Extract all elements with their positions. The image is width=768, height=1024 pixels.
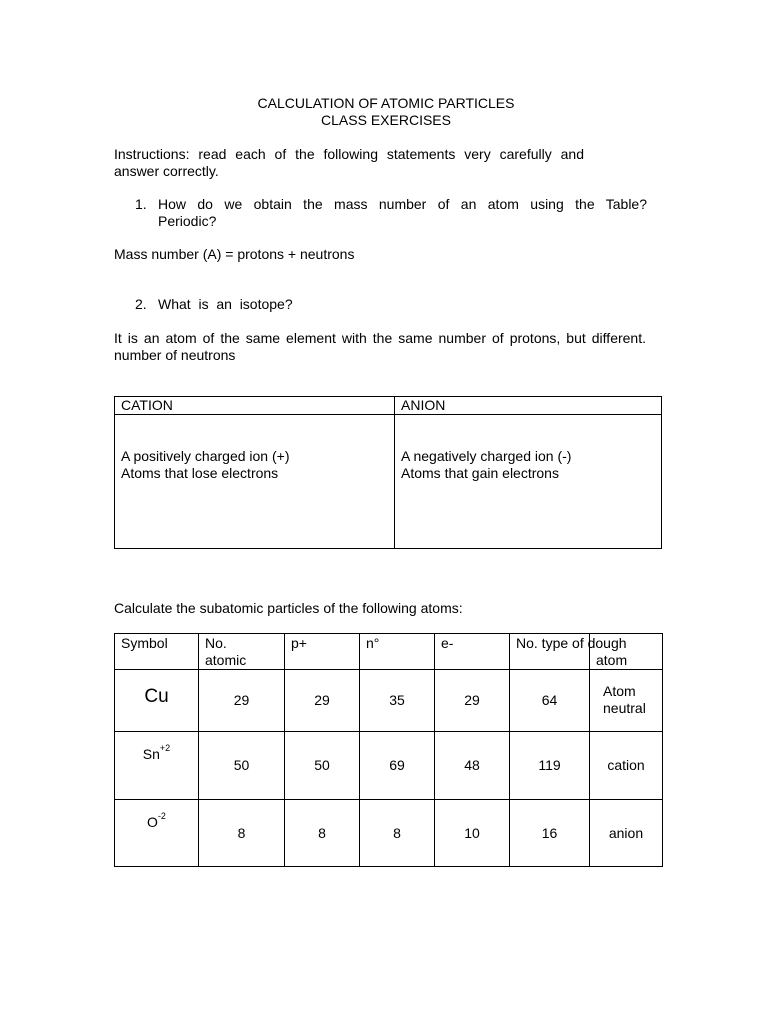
table-row: [115, 670, 663, 732]
mass-number-cell: 16: [510, 800, 590, 867]
protons-cell: 29: [285, 670, 360, 732]
protons-cell: 50: [285, 732, 360, 800]
type-line-1: Atom: [603, 683, 636, 699]
type-line-2: neutral: [603, 700, 646, 716]
calculation-prompt: Calculate the subatomic particles of the following atoms:: [114, 600, 463, 616]
answer-1: Mass number (A) = protons + neutrons: [114, 246, 355, 262]
particle-table: [114, 633, 663, 867]
element-symbol: Cu: [144, 686, 169, 707]
anion-header: ANION: [395, 397, 662, 415]
element-symbol: Sn: [142, 746, 160, 762]
electrons-cell: 29: [435, 670, 510, 732]
mass-number-cell: 64: [510, 670, 590, 732]
particle-table-header-row: [115, 634, 663, 670]
header-mass-type-line-2: atom: [596, 652, 628, 668]
cation-description: [115, 415, 395, 549]
atomic-number-cell: 8: [199, 800, 285, 867]
type-cell: anion: [590, 800, 663, 867]
table-row: [115, 732, 663, 800]
header-atomic-number-line-1: No.: [205, 635, 227, 651]
header-electrons: e-: [435, 634, 510, 670]
neutrons-cell: 69: [360, 732, 435, 800]
question-2: What is an isotope?: [158, 296, 293, 312]
title-line-2: CLASS EXERCISES: [321, 112, 451, 128]
element-symbol: O: [147, 814, 158, 830]
symbol-cell: [115, 732, 199, 800]
question-1-number: 1.: [135, 196, 147, 212]
anion-description: [395, 415, 662, 549]
answer-2: [114, 330, 646, 364]
header-mass-type-line-1: No. type of dough: [516, 635, 627, 651]
cation-line-1: A positively charged ion (+): [121, 448, 290, 464]
anion-line-1: A negatively charged ion (-): [401, 448, 572, 464]
charge: -2: [157, 811, 166, 822]
header-symbol: Symbol: [115, 634, 199, 670]
atomic-number-cell: 29: [199, 670, 285, 732]
electrons-cell: 48: [435, 732, 510, 800]
neutrons-cell: 8: [360, 800, 435, 867]
header-atomic-number-line-2: atomic: [205, 652, 247, 668]
question-2-number: 2.: [135, 296, 147, 312]
ion-table: [114, 396, 662, 549]
instructions: [114, 146, 584, 180]
ion-table-body-row: [115, 415, 662, 549]
type-cell: [590, 670, 663, 732]
anion-line-2: Atoms that gain electrons: [401, 465, 559, 481]
cation-line-2: Atoms that lose electrons: [121, 465, 279, 481]
type-cell: cation: [590, 732, 663, 800]
page-title: [114, 95, 658, 129]
protons-cell: 8: [285, 800, 360, 867]
question-1-line-2: Periodic?: [158, 213, 217, 229]
charge: +2: [159, 743, 171, 754]
mass-number-cell: 119: [510, 732, 590, 800]
atomic-number-cell: 50: [199, 732, 285, 800]
question-1: [158, 196, 647, 230]
instructions-line-1: Instructions: read each of the following statements very carefully and: [114, 146, 584, 162]
instructions-line-2: answer correctly.: [114, 163, 219, 179]
table-row: [115, 800, 663, 867]
cation-header: CATION: [115, 397, 395, 415]
electrons-cell: 10: [435, 800, 510, 867]
answer-2-line-1: It is an atom of the same element with the same number of protons, but different.: [114, 330, 646, 346]
header-neutrons: n°: [360, 634, 435, 670]
answer-2-line-2: number of neutrons: [114, 347, 236, 363]
symbol-cell: [115, 670, 199, 732]
header-atomic-number: [199, 634, 285, 670]
question-1-line-1: How do we obtain the mass number of an atom using the Table?: [158, 196, 647, 212]
symbol-cell: [115, 800, 199, 867]
neutrons-cell: 35: [360, 670, 435, 732]
header-protons: p+: [285, 634, 360, 670]
title-line-1: CALCULATION OF ATOMIC PARTICLES: [257, 95, 515, 111]
ion-table-header-row: [115, 397, 662, 415]
